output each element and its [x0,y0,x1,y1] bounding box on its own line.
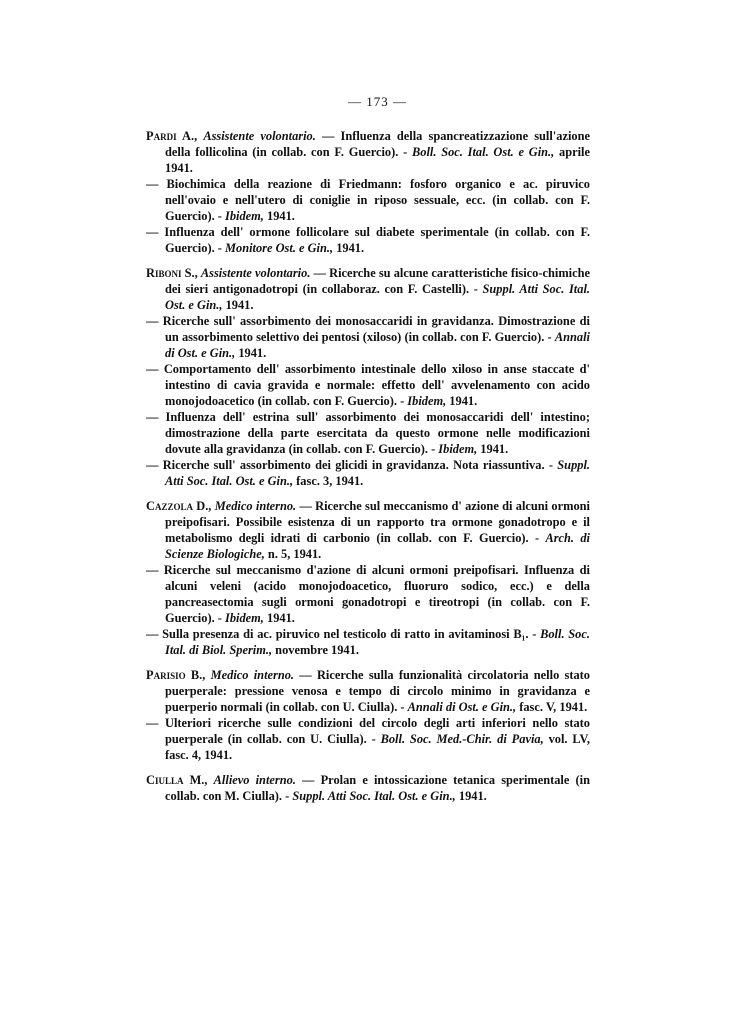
publication-title: Ricerche sul meccanismo d'azione di alcuni ormoni preipofisari. Influenza di alcuni veleni (acido monojodoacetico, fluoruro sodico, ecc.) e della pancreasectomia sugli ormoni gonadotropi e tireotropi (in collab. con F. Guercio). [163,563,590,625]
publication-journal: Arch. di Scienze Biologiche, [165,531,590,561]
publication-title: Influenza della spancreatizzazione sull'azione della follicolina (in collab. con F. Guercio). [165,129,590,159]
list-dash: — [146,314,163,328]
author-heading [146,773,208,787]
list-dash: — [146,627,163,641]
list-dash: — [146,563,164,577]
publication-journal: Ibidem, [407,394,447,408]
publication-journal: Suppl. Atti Soc. Ital. Ost. e Gin., [165,458,590,488]
publication-item: — Ulteriori ricerche sulle condizioni del circolo degli arti inferiori nello stato puerperale (in collab. con U. Ciulla). - Boll. Soc. Med.-Chir. di Pavia, vol. LV, fasc. 4, 1941. [146,716,590,762]
publication-title: Biochimica della reazione di Friedmann: fosforo organico e ac. piruvico nell'ovaio e nell'utero di coniglie in riposo sessuale, ecc. (in collab. con F. Guercio). [165,177,590,223]
publication-item: — Influenza dell' estrina sull' assorbimento dei monosaccaridi dell' intestino; dimostrazione della parte esercitata da questo ormone nelle modificazioni dovute alla gravidanza (in collab. con F. Guercio). - Ibidem, 1941. [146,410,590,456]
publication-details: 1941. [336,241,365,255]
author-role: Medico interno. [210,668,295,682]
publication-title: Ricerche su alcune caratteristiche fisico-chimiche dei sieri antigonadotropi (in collaboraz. con F. Castelli). [165,266,590,296]
publication-journal: Boll. Soc. Med.-Chir. di Pavia, [380,732,544,746]
publication-journal: Boll. Soc. Ital. Ost. e Gin., [412,145,555,159]
publication-item: Riboni S., Assistente volontario. — Ricerche su alcune caratteristiche fisico-chimiche dei sieri antigonadotropi (in collaboraz. con F. Castelli). - Suppl. Atti Soc. Ital. Ost. e Gin., 1941. [146,266,590,312]
publication-title: Sulla presenza di ac. piruvico nel testicolo di ratto in avitaminosi B₁. [162,627,529,641]
publication-title: Influenza dell' ormone follicolare sul diabete sperimentale (in collab. con F. Guercio). [164,225,590,255]
author-entry [146,772,590,804]
publication-journal: Ibidem, [225,209,264,223]
author-name: Pardi A., [146,129,198,143]
publication-item: Pardi A., Assistente volontario. — Influenza della spancreatizzazione sull'azione della follicolina (in collab. con F. Guercio). - Boll. Soc. Ital. Ost. e Gin., aprile 1941. [146,129,590,175]
publication-item: — Sulla presenza di ac. piruvico nel testicolo di ratto in avitaminosi B₁. - Boll. Soc. Ital. di Biol. Sperim., novembre 1941. [146,627,590,657]
author-entry [146,128,590,256]
list-dash: — [146,458,163,472]
publication-journal: Monitore Ost. e Gin., [225,241,334,255]
publication-title: Ricerche sul meccanismo d' azione di alcuni ormoni preipofisari. Possibile esistenza di un rapporto tra ormone gonadotropo e il metabolismo degli idrati di carbonio (in collab. con F. Guercio). [165,499,590,545]
author-role: Medico interno. [214,499,297,513]
author-heading [146,499,211,513]
author-heading [146,668,205,682]
publication-item: Parisio B., Medico interno. — Ricerche sulla funzionalità circolatoria nello stato puerperale: pressione venosa e tempo di circolo minimo in gravidanza e puerperio normali (in collab. con U. Ciulla). - Annali di Ost. e Gin., fasc. V, 1941. [146,668,591,714]
publication-journal: Annali di Ost. e Gin., [407,700,517,714]
publication-title: Comportamento dell' assorbimento intestinale dello xiloso in anse staccate d' intestino di cavia gravida e normale: effetto dell' avvelenamento con acido monojodoacetico (in collab. con F. Guercio). [163,362,590,408]
publication-details: 1941. [480,442,509,456]
publication-details: fasc. 3, 1941. [296,474,364,488]
publication-item: — Comportamento dell' assorbimento intestinale dello xiloso in anse staccate d' intestino di cavia gravida e normale: effetto dell' avvelenamento con acido monojodoacetico (in collab. con F. Guercio). - Ibidem, 1941. [146,362,590,408]
publication-item: — Ricerche sull' assorbimento dei glicidi in gravidanza. Nota riassuntiva. - Suppl. Atti Soc. Ital. Ost. e Gin., fasc. 3, 1941. [146,458,590,488]
publication-journal: Annali di Ost. e Gin., [165,330,591,360]
publication-item: Ciulla M., Allievo interno. — Prolan e intossicazione tetanica sperimentale (in collab. con M. Ciulla). - Suppl. Atti Soc. Ital. Ost. e Gin., 1941. [146,773,590,803]
publication-title: Ricerche sull' assorbimento dei monosaccaridi in gravidanza. Dimostrazione di un assorbimento selettivo dei pentosi (xiloso) (in collab. con F. Guercio). [162,314,590,344]
author-name: Cazzola D., [146,499,212,513]
author-role: Assistente volontario. [200,266,311,280]
publication-item: — Influenza dell' ormone follicolare sul diabete sperimentale (in collab. con F. Guercio). - Monitore Ost. e Gin., 1941. [146,225,590,255]
publication-details: 1941. [225,298,254,312]
publication-title: Ricerche sull' assorbimento dei glicidi in gravidanza. Nota riassuntiva. [162,458,545,472]
list-dash: — [146,410,166,424]
publication-details: 1941. [267,611,295,625]
publication-journal: Ibidem, [438,442,478,456]
publication-details: n. 5, 1941. [267,547,322,561]
author-name: Riboni S., [146,266,198,280]
publication-journal: Suppl. Atti Soc. Ital. Ost. e Gin., [292,789,456,803]
page-number: — 173 — [348,94,407,109]
author-name: Ciulla M., [146,773,208,787]
author-heading [146,129,197,143]
author-name: Parisio B., [146,668,206,682]
publication-list [146,128,590,813]
publication-title: Ricerche sulla funzionalità circolatoria nello stato puerperale: pressione venosa e tempo di circolo minimo in gravidanza e puerperio normali (in collab. con U. Ciulla). [165,668,591,714]
publication-details: novembre 1941. [275,643,359,657]
publication-journal: Boll. Soc. Ital. di Biol. Sperim., [165,627,590,657]
publication-item: — Ricerche sull' assorbimento dei monosaccaridi in gravidanza. Dimostrazione di un assorbimento selettivo dei pentosi (xiloso) (in collab. con F. Guercio). - Annali di Ost. e Gin., 1941. [146,314,591,360]
publication-item: — Biochimica della reazione di Friedmann: fosforo organico e ac. piruvico nell'ovaio e nell'utero di coniglie in riposo sessuale, ecc. (in collab. con F. Guercio). - Ibidem, 1941. [146,177,590,223]
author-entry [146,265,590,489]
author-entry [146,667,590,763]
publication-item: — Ricerche sul meccanismo d'azione di alcuni ormoni preipofisari. Influenza di alcuni veleni (acido monojodoacetico, fluoruro sodico, ecc.) e della pancreasectomia sugli ormoni gonadotropi e tireotropi (in collab. con F. Guercio). - Ibidem, 1941. [146,563,590,625]
publication-details: 1941. [238,346,267,360]
publication-title: Ulteriori ricerche sulle condizioni del circolo degli arti inferiori nello stato puerperale (in collab. con U. Ciulla). [165,716,590,746]
publication-item: Cazzola D., Medico interno. — Ricerche sul meccanismo d' azione di alcuni ormoni preipofisari. Possibile esistenza di un rapporto tra ormone gonadotropo e il metabolismo degli idrati di carbonio (in collab. con F. Guercio). - Arch. di Scienze Biologiche, n. 5, 1941. [146,499,590,561]
author-entry [146,498,590,658]
publication-details: aprile 1941. [165,145,590,175]
publication-title: Influenza dell' estrina sull' assorbimento dei monosaccaridi dell' intestino; dimostrazione della parte esercitata da questo ormone nelle modificazioni dovute alla gravidanza (in collab. con F. Guercio). [165,410,590,456]
publication-journal: Suppl. Atti Soc. Ital. Ost. e Gin., [165,282,590,312]
list-dash: — [146,716,166,730]
author-heading [146,266,198,280]
author-role: Assistente volontario. [203,129,316,143]
publication-title: Prolan e intossicazione tetanica sperimentale (in collab. con M. Ciulla). [165,773,590,803]
list-dash: — [146,225,165,239]
publication-details: vol. LV, fasc. 4, 1941. [165,732,590,762]
list-dash: — [146,177,167,191]
publication-details: 1941. [267,209,295,223]
publication-journal: Ibidem, [225,611,264,625]
publication-details: 1941. [458,789,487,803]
author-role: Allievo interno. [213,773,296,787]
list-dash: — [146,362,164,376]
publication-details: fasc. V, 1941. [519,700,588,714]
publication-details: 1941. [449,394,478,408]
